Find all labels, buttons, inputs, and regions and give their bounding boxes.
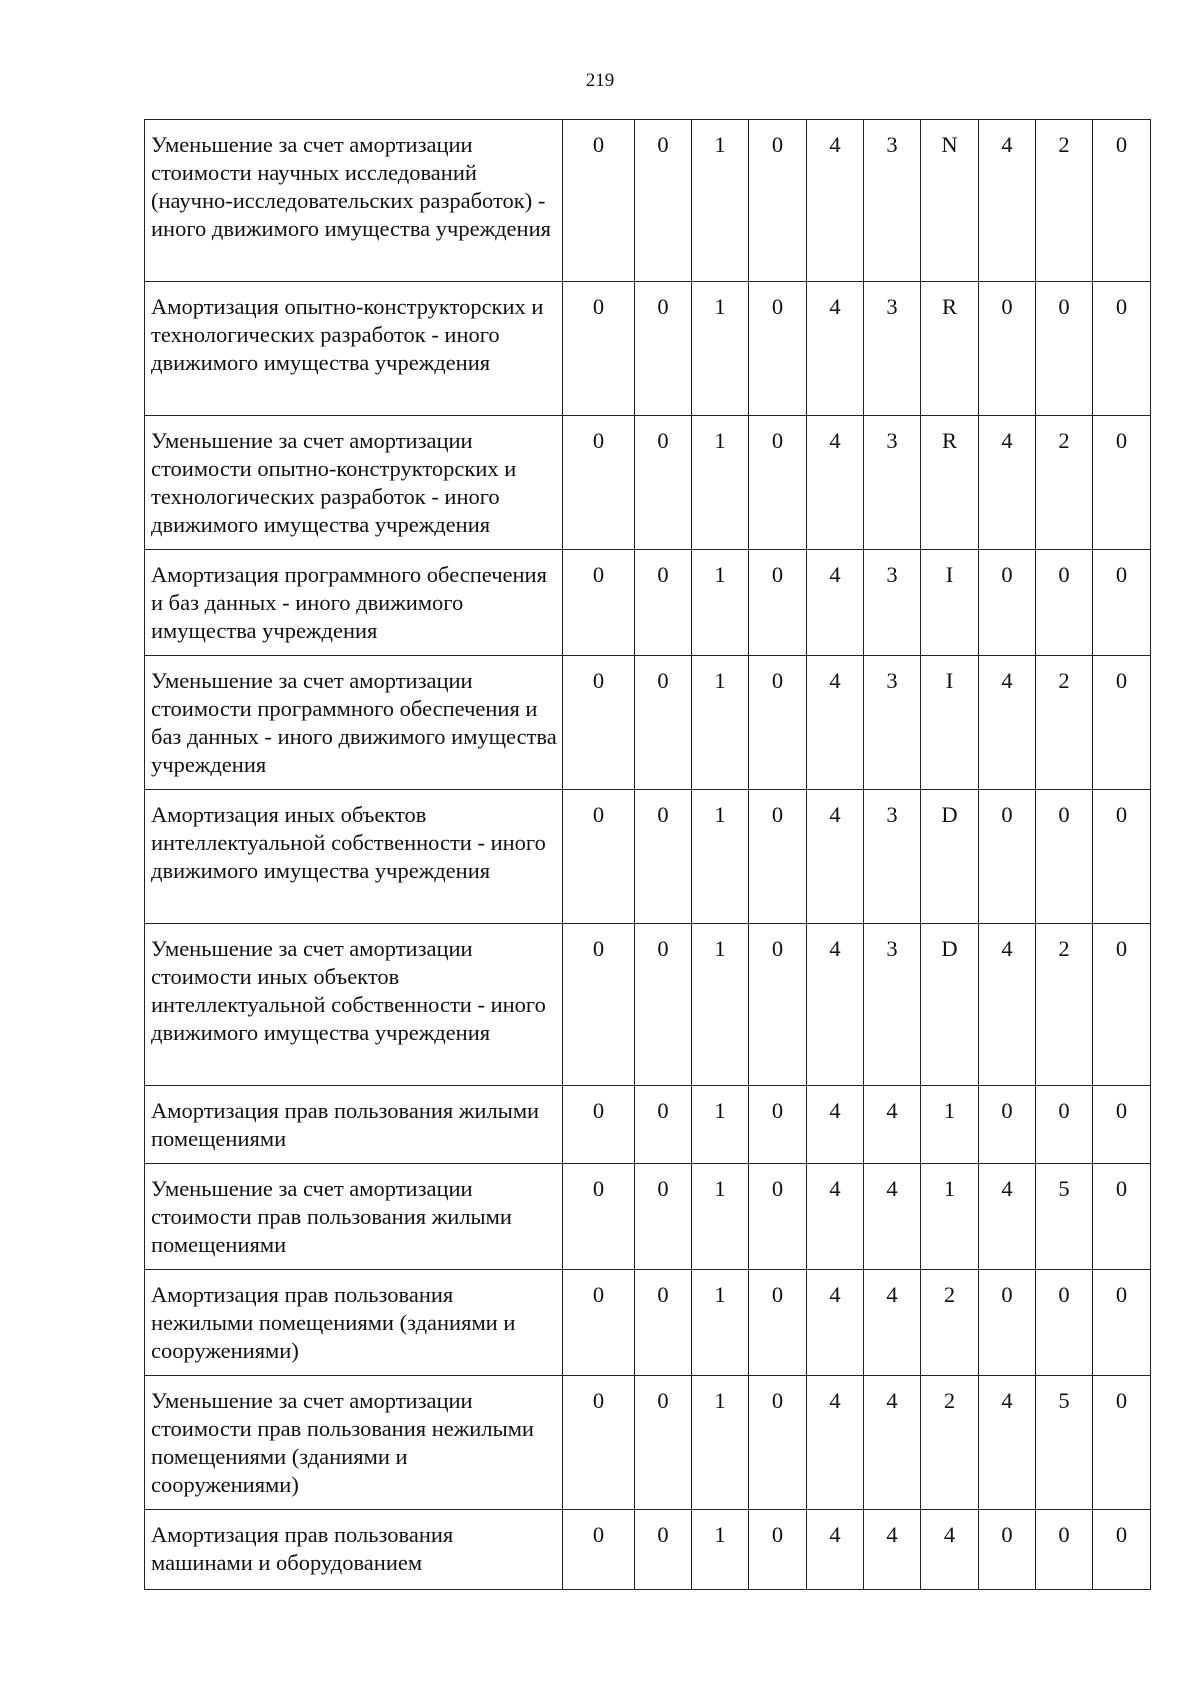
account-description: Амортизация прав пользования жилыми помещениями [145, 1086, 563, 1164]
code-digit-8: 4 [979, 656, 1036, 790]
code-digit-2: 0 [635, 282, 692, 416]
code-digit-8: 0 [979, 1270, 1036, 1376]
code-digit-5: 4 [807, 1510, 864, 1590]
account-description: Амортизация опытно-конструкторских и технологических разработок - иного движимого имущества учреждения [145, 282, 563, 416]
code-digit-8: 4 [979, 1376, 1036, 1510]
code-digit-2: 0 [635, 790, 692, 924]
code-digit-9: 0 [1036, 550, 1093, 656]
code-digit-5: 4 [807, 790, 864, 924]
code-digit-5: 4 [807, 656, 864, 790]
table-row [145, 1086, 1151, 1164]
code-digit-7: 1 [921, 1164, 979, 1270]
code-digit-9: 2 [1036, 416, 1093, 550]
code-digit-7: R [921, 416, 979, 550]
code-digit-6: 3 [864, 790, 921, 924]
code-digit-3: 1 [692, 924, 749, 1086]
code-digit-2: 0 [635, 550, 692, 656]
code-digit-2: 0 [635, 1510, 692, 1590]
code-digit-10: 0 [1093, 550, 1151, 656]
code-digit-4: 0 [749, 1086, 807, 1164]
code-digit-1: 0 [563, 1510, 635, 1590]
code-digit-8: 4 [979, 416, 1036, 550]
table-row [145, 1510, 1151, 1590]
code-digit-5: 4 [807, 1086, 864, 1164]
code-digit-7: R [921, 282, 979, 416]
table-row [145, 790, 1151, 924]
code-digit-7: I [921, 656, 979, 790]
code-digit-7: 2 [921, 1270, 979, 1376]
code-digit-6: 3 [864, 120, 921, 282]
code-digit-9: 0 [1036, 1510, 1093, 1590]
code-digit-9: 0 [1036, 1270, 1093, 1376]
account-description: Амортизация программного обеспечения и баз данных - иного движимого имущества учреждения [145, 550, 563, 656]
code-digit-2: 0 [635, 656, 692, 790]
code-digit-9: 0 [1036, 282, 1093, 416]
code-digit-6: 3 [864, 924, 921, 1086]
code-digit-5: 4 [807, 550, 864, 656]
page-number: 219 [585, 70, 615, 91]
code-digit-5: 4 [807, 1270, 864, 1376]
code-digit-8: 0 [979, 282, 1036, 416]
code-digit-5: 4 [807, 282, 864, 416]
code-digit-9: 2 [1036, 120, 1093, 282]
code-digit-1: 0 [563, 1164, 635, 1270]
code-digit-9: 2 [1036, 924, 1093, 1086]
code-digit-9: 5 [1036, 1164, 1093, 1270]
code-digit-10: 0 [1093, 282, 1151, 416]
table-row [145, 550, 1151, 656]
code-digit-2: 0 [635, 1270, 692, 1376]
account-description: Амортизация иных объектов интеллектуальной собственности - иного движимого имущества учреждения [145, 790, 563, 924]
account-description: Уменьшение за счет амортизации стоимости опытно-конструкторских и технологических разработок - иного движимого имущества учреждения [145, 416, 563, 550]
code-digit-4: 0 [749, 1376, 807, 1510]
code-digit-8: 0 [979, 550, 1036, 656]
code-digit-10: 0 [1093, 1510, 1151, 1590]
code-digit-2: 0 [635, 1164, 692, 1270]
table-row [145, 656, 1151, 790]
code-digit-4: 0 [749, 1270, 807, 1376]
code-digit-9: 5 [1036, 1376, 1093, 1510]
code-digit-10: 0 [1093, 924, 1151, 1086]
code-digit-9: 2 [1036, 656, 1093, 790]
code-digit-1: 0 [563, 120, 635, 282]
account-description: Амортизация прав пользования нежилыми помещениями (зданиями и сооружениями) [145, 1270, 563, 1376]
code-digit-3: 1 [692, 1270, 749, 1376]
account-code-table [144, 119, 1151, 1590]
code-digit-3: 1 [692, 416, 749, 550]
code-digit-8: 4 [979, 120, 1036, 282]
code-digit-2: 0 [635, 1376, 692, 1510]
code-digit-4: 0 [749, 282, 807, 416]
code-digit-5: 4 [807, 1164, 864, 1270]
code-digit-2: 0 [635, 120, 692, 282]
code-digit-2: 0 [635, 416, 692, 550]
table-row [145, 1376, 1151, 1510]
code-digit-2: 0 [635, 1086, 692, 1164]
code-digit-3: 1 [692, 1510, 749, 1590]
code-digit-3: 1 [692, 790, 749, 924]
code-digit-10: 0 [1093, 416, 1151, 550]
code-digit-5: 4 [807, 924, 864, 1086]
account-description: Уменьшение за счет амортизации стоимости научных исследований (научно-исследовательских разработок) - иного движимого имущества учреждения [145, 120, 563, 282]
code-digit-3: 1 [692, 120, 749, 282]
code-digit-3: 1 [692, 656, 749, 790]
code-digit-1: 0 [563, 1086, 635, 1164]
code-digit-4: 0 [749, 790, 807, 924]
code-digit-6: 3 [864, 282, 921, 416]
code-digit-8: 0 [979, 790, 1036, 924]
code-digit-3: 1 [692, 1164, 749, 1270]
code-digit-6: 3 [864, 416, 921, 550]
code-digit-1: 0 [563, 550, 635, 656]
code-digit-10: 0 [1093, 1164, 1151, 1270]
code-digit-4: 0 [749, 1510, 807, 1590]
code-digit-9: 0 [1036, 1086, 1093, 1164]
code-digit-3: 1 [692, 550, 749, 656]
account-description: Уменьшение за счет амортизации стоимости прав пользования жилыми помещениями [145, 1164, 563, 1270]
code-digit-3: 1 [692, 1376, 749, 1510]
code-digit-8: 0 [979, 1086, 1036, 1164]
code-digit-10: 0 [1093, 656, 1151, 790]
code-digit-4: 0 [749, 416, 807, 550]
code-digit-4: 0 [749, 120, 807, 282]
code-digit-8: 0 [979, 1510, 1036, 1590]
code-digit-1: 0 [563, 656, 635, 790]
code-digit-1: 0 [563, 416, 635, 550]
code-digit-5: 4 [807, 1376, 864, 1510]
table-row [145, 924, 1151, 1086]
code-digit-5: 4 [807, 120, 864, 282]
code-digit-4: 0 [749, 924, 807, 1086]
code-digit-8: 4 [979, 1164, 1036, 1270]
code-digit-7: 2 [921, 1376, 979, 1510]
code-digit-6: 4 [864, 1086, 921, 1164]
table-row [145, 120, 1151, 282]
code-digit-10: 0 [1093, 120, 1151, 282]
code-digit-1: 0 [563, 1376, 635, 1510]
code-digit-7: D [921, 924, 979, 1086]
code-digit-6: 4 [864, 1164, 921, 1270]
code-digit-10: 0 [1093, 790, 1151, 924]
account-description: Уменьшение за счет амортизации стоимости прав пользования нежилыми помещениями (зданиями и сооружениями) [145, 1376, 563, 1510]
code-digit-10: 0 [1093, 1376, 1151, 1510]
code-digit-6: 4 [864, 1510, 921, 1590]
code-digit-4: 0 [749, 1164, 807, 1270]
code-digit-3: 1 [692, 282, 749, 416]
code-digit-4: 0 [749, 656, 807, 790]
code-digit-1: 0 [563, 924, 635, 1086]
table-row [145, 416, 1151, 550]
account-description: Амортизация прав пользования машинами и оборудованием [145, 1510, 563, 1590]
account-description: Уменьшение за счет амортизации стоимости программного обеспечения и баз данных - иного движимого имущества учреждения [145, 656, 563, 790]
account-description: Уменьшение за счет амортизации стоимости иных объектов интеллектуальной собственности - иного движимого имущества учреждения [145, 924, 563, 1086]
code-digit-4: 0 [749, 550, 807, 656]
code-digit-10: 0 [1093, 1270, 1151, 1376]
code-digit-1: 0 [563, 1270, 635, 1376]
code-digit-10: 0 [1093, 1086, 1151, 1164]
code-digit-6: 4 [864, 1270, 921, 1376]
code-digit-2: 0 [635, 924, 692, 1086]
code-digit-6: 4 [864, 1376, 921, 1510]
code-digit-1: 0 [563, 282, 635, 416]
code-digit-6: 3 [864, 656, 921, 790]
code-digit-7: I [921, 550, 979, 656]
table-row [145, 282, 1151, 416]
code-digit-7: D [921, 790, 979, 924]
code-digit-9: 0 [1036, 790, 1093, 924]
code-digit-8: 4 [979, 924, 1036, 1086]
table-row [145, 1270, 1151, 1376]
code-digit-6: 3 [864, 550, 921, 656]
code-digit-5: 4 [807, 416, 864, 550]
code-digit-7: N [921, 120, 979, 282]
code-digit-7: 1 [921, 1086, 979, 1164]
code-digit-3: 1 [692, 1086, 749, 1164]
code-digit-7: 4 [921, 1510, 979, 1590]
table-row [145, 1164, 1151, 1270]
code-digit-1: 0 [563, 790, 635, 924]
